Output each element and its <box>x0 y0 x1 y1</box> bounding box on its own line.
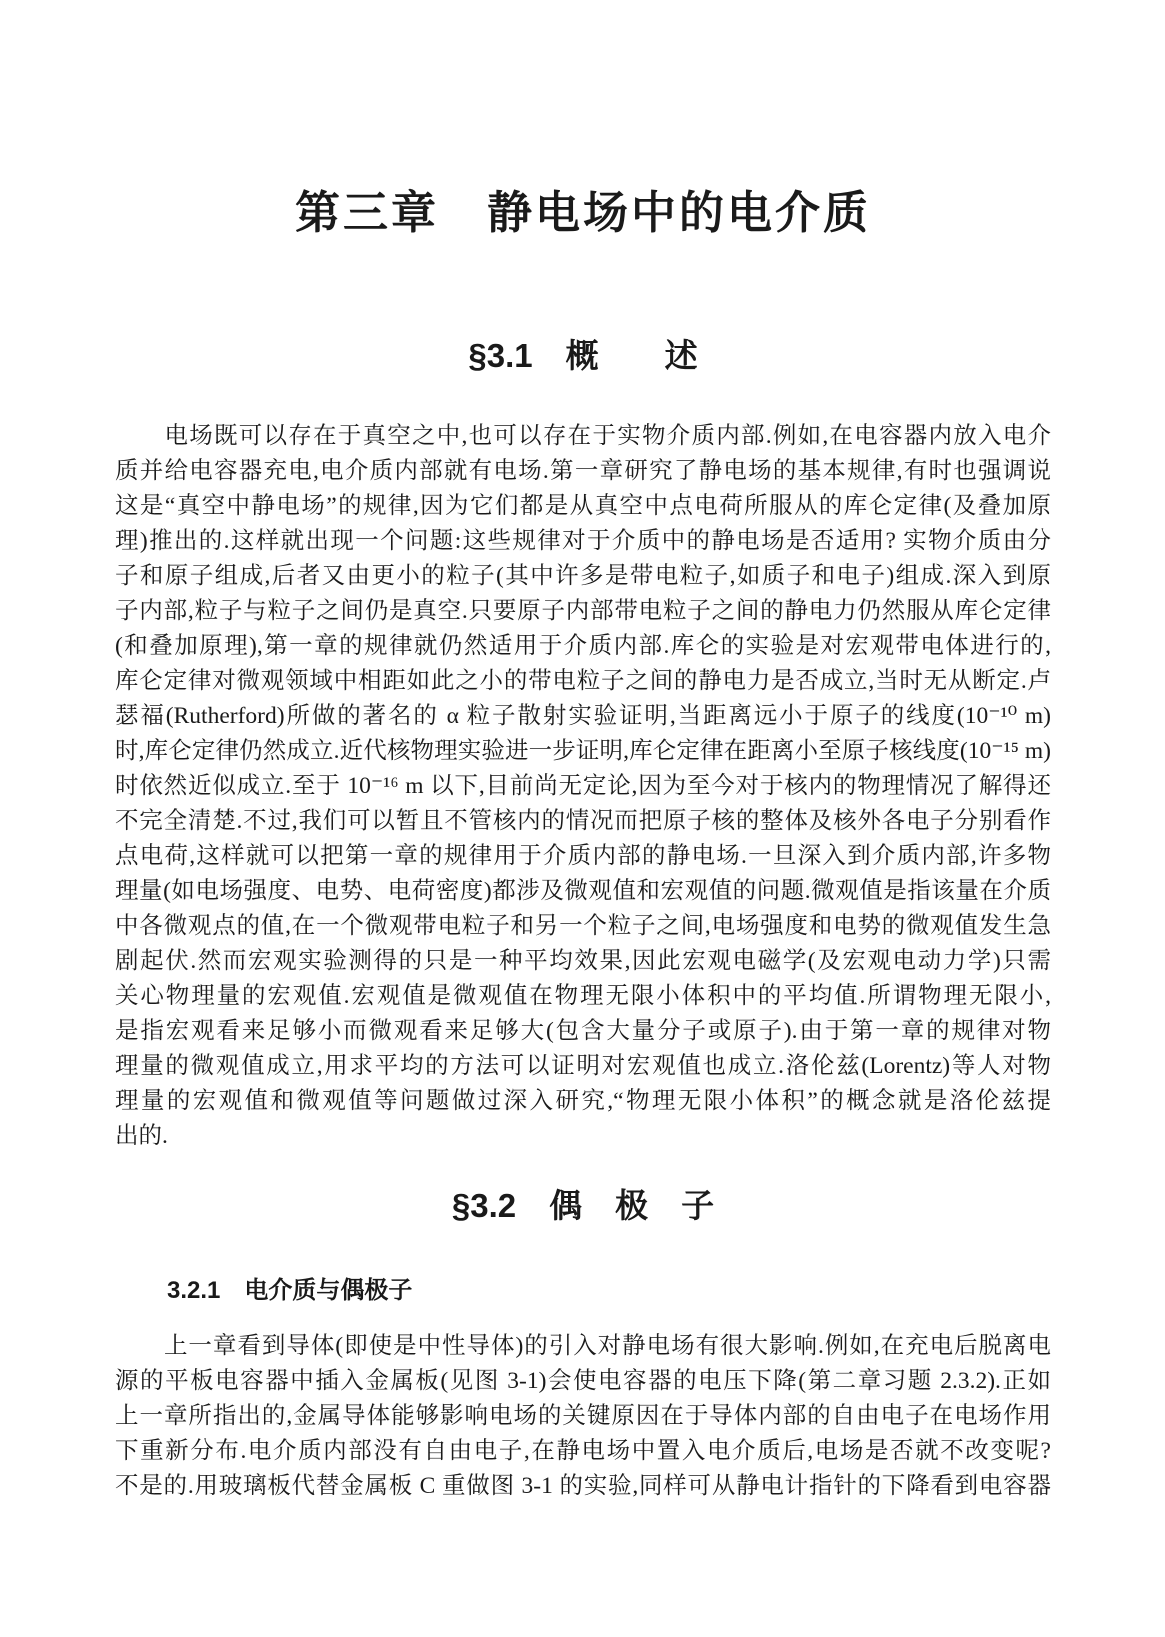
section-3-2-heading: §3.2 偶 极 子 <box>451 1187 715 1224</box>
text-line: 理量的微观值成立,用求平均的方法可以证明对宏观值也成立.洛伦兹(Lorentz)等人对物 <box>115 1053 1051 1079</box>
subsection-3-2-1-heading: 3.2.1 电介质与偶极子 <box>167 1277 413 1304</box>
text-line: 中各微观点的值,在一个微观带电粒子和另一个粒子之间,电场强度和电势的微观值发生急 <box>115 913 1051 939</box>
text-line: 不是的.用玻璃板代替金属板 C 重做图 3-1 的实验,同样可从静电计指针的下降看到电容器 <box>115 1473 1051 1499</box>
text-line: 源的平板电容器中插入金属板(见图 3-1)会使电容器的电压下降(第二章习题 2.3.2).正如 <box>115 1368 1051 1394</box>
text-line: 理)推出的.这样就出现一个问题:这些规律对于介质中的静电场是否适用? 实物介质由分 <box>115 528 1051 554</box>
subsection-3-2-1-paragraph <box>115 1329 1051 1504</box>
text-line: 点电荷,这样就可以把第一章的规律用于介质内部的静电场.一旦深入到介质内部,许多物 <box>115 843 1051 869</box>
section-3-1-heading: §3.1 概 述 <box>468 337 698 374</box>
text-line: 瑟福(Rutherford)所做的著名的 α 粒子散射实验证明,当距离远小于原子的线度(10⁻¹⁰ m) <box>115 703 1051 729</box>
text-line: 上一章看到导体(即使是中性导体)的引入对静电场有很大影响.例如,在充电后脱离电 <box>115 1333 1051 1359</box>
text-line: 电场既可以存在于真空之中,也可以存在于实物介质内部.例如,在电容器内放入电介 <box>115 423 1051 449</box>
text-line: 剧起伏.然而宏观实验测得的只是一种平均效果,因此宏观电磁学(及宏观电动力学)只需 <box>115 948 1051 974</box>
text-line: 子和原子组成,后者又由更小的粒子(其中许多是带电粒子,如质子和电子)组成.深入到原 <box>115 563 1051 589</box>
text-line: 库仑定律对微观领域中相距如此之小的带电粒子之间的静电力是否成立,当时无从断定.卢 <box>115 668 1051 694</box>
text-line: 子内部,粒子与粒子之间仍是真空.只要原子内部带电粒子之间的静电力仍然服从库仑定律 <box>115 598 1051 624</box>
text-line: (和叠加原理),第一章的规律就仍然适用于介质内部.库仑的实验是对宏观带电体进行的, <box>115 633 1051 659</box>
chapter-title: 第三章 静电场中的电介质 <box>294 188 871 238</box>
text-line: 出的. <box>115 1123 168 1149</box>
text-line: 理量(如电场强度、电势、电荷密度)都涉及微观值和宏观值的问题.微观值是指该量在介质 <box>115 878 1051 904</box>
text-line: 时,库仑定律仍然成立.近代核物理实验进一步证明,库仑定律在距离小至原子核线度(10⁻¹⁵ m) <box>115 738 1051 764</box>
text-line: 质并给电容器充电,电介质内部就有电场.第一章研究了静电场的基本规律,有时也强调说 <box>115 458 1051 484</box>
text-line: 理量的宏观值和微观值等问题做过深入研究,“物理无限小体积”的概念就是洛伦兹提 <box>115 1088 1051 1114</box>
text-line: 这是“真空中静电场”的规律,因为它们都是从真空中点电荷所服从的库仑定律(及叠加原 <box>115 493 1051 519</box>
text-line: 关心物理量的宏观值.宏观值是微观值在物理无限小体积中的平均值.所谓物理无限小, <box>115 983 1051 1009</box>
text-line: 下重新分布.电介质内部没有自由电子,在静电场中置入电介质后,电场是否就不改变呢? <box>115 1438 1051 1464</box>
section-3-1-paragraph <box>115 419 1051 1154</box>
text-line: 上一章所指出的,金属导体能够影响电场的关键原因在于导体内部的自由电子在电场作用 <box>115 1403 1051 1429</box>
text-line: 是指宏观看来足够小而微观看来足够大(包含大量分子或原子).由于第一章的规律对物 <box>115 1018 1051 1044</box>
text-line: 不完全清楚.不过,我们可以暂且不管核内的情况而把原子核的整体及核外各电子分别看作 <box>115 808 1051 834</box>
text-line: 时依然近似成立.至于 10⁻¹⁶ m 以下,目前尚无定论,因为至今对于核内的物理情况了解得还 <box>115 773 1051 799</box>
